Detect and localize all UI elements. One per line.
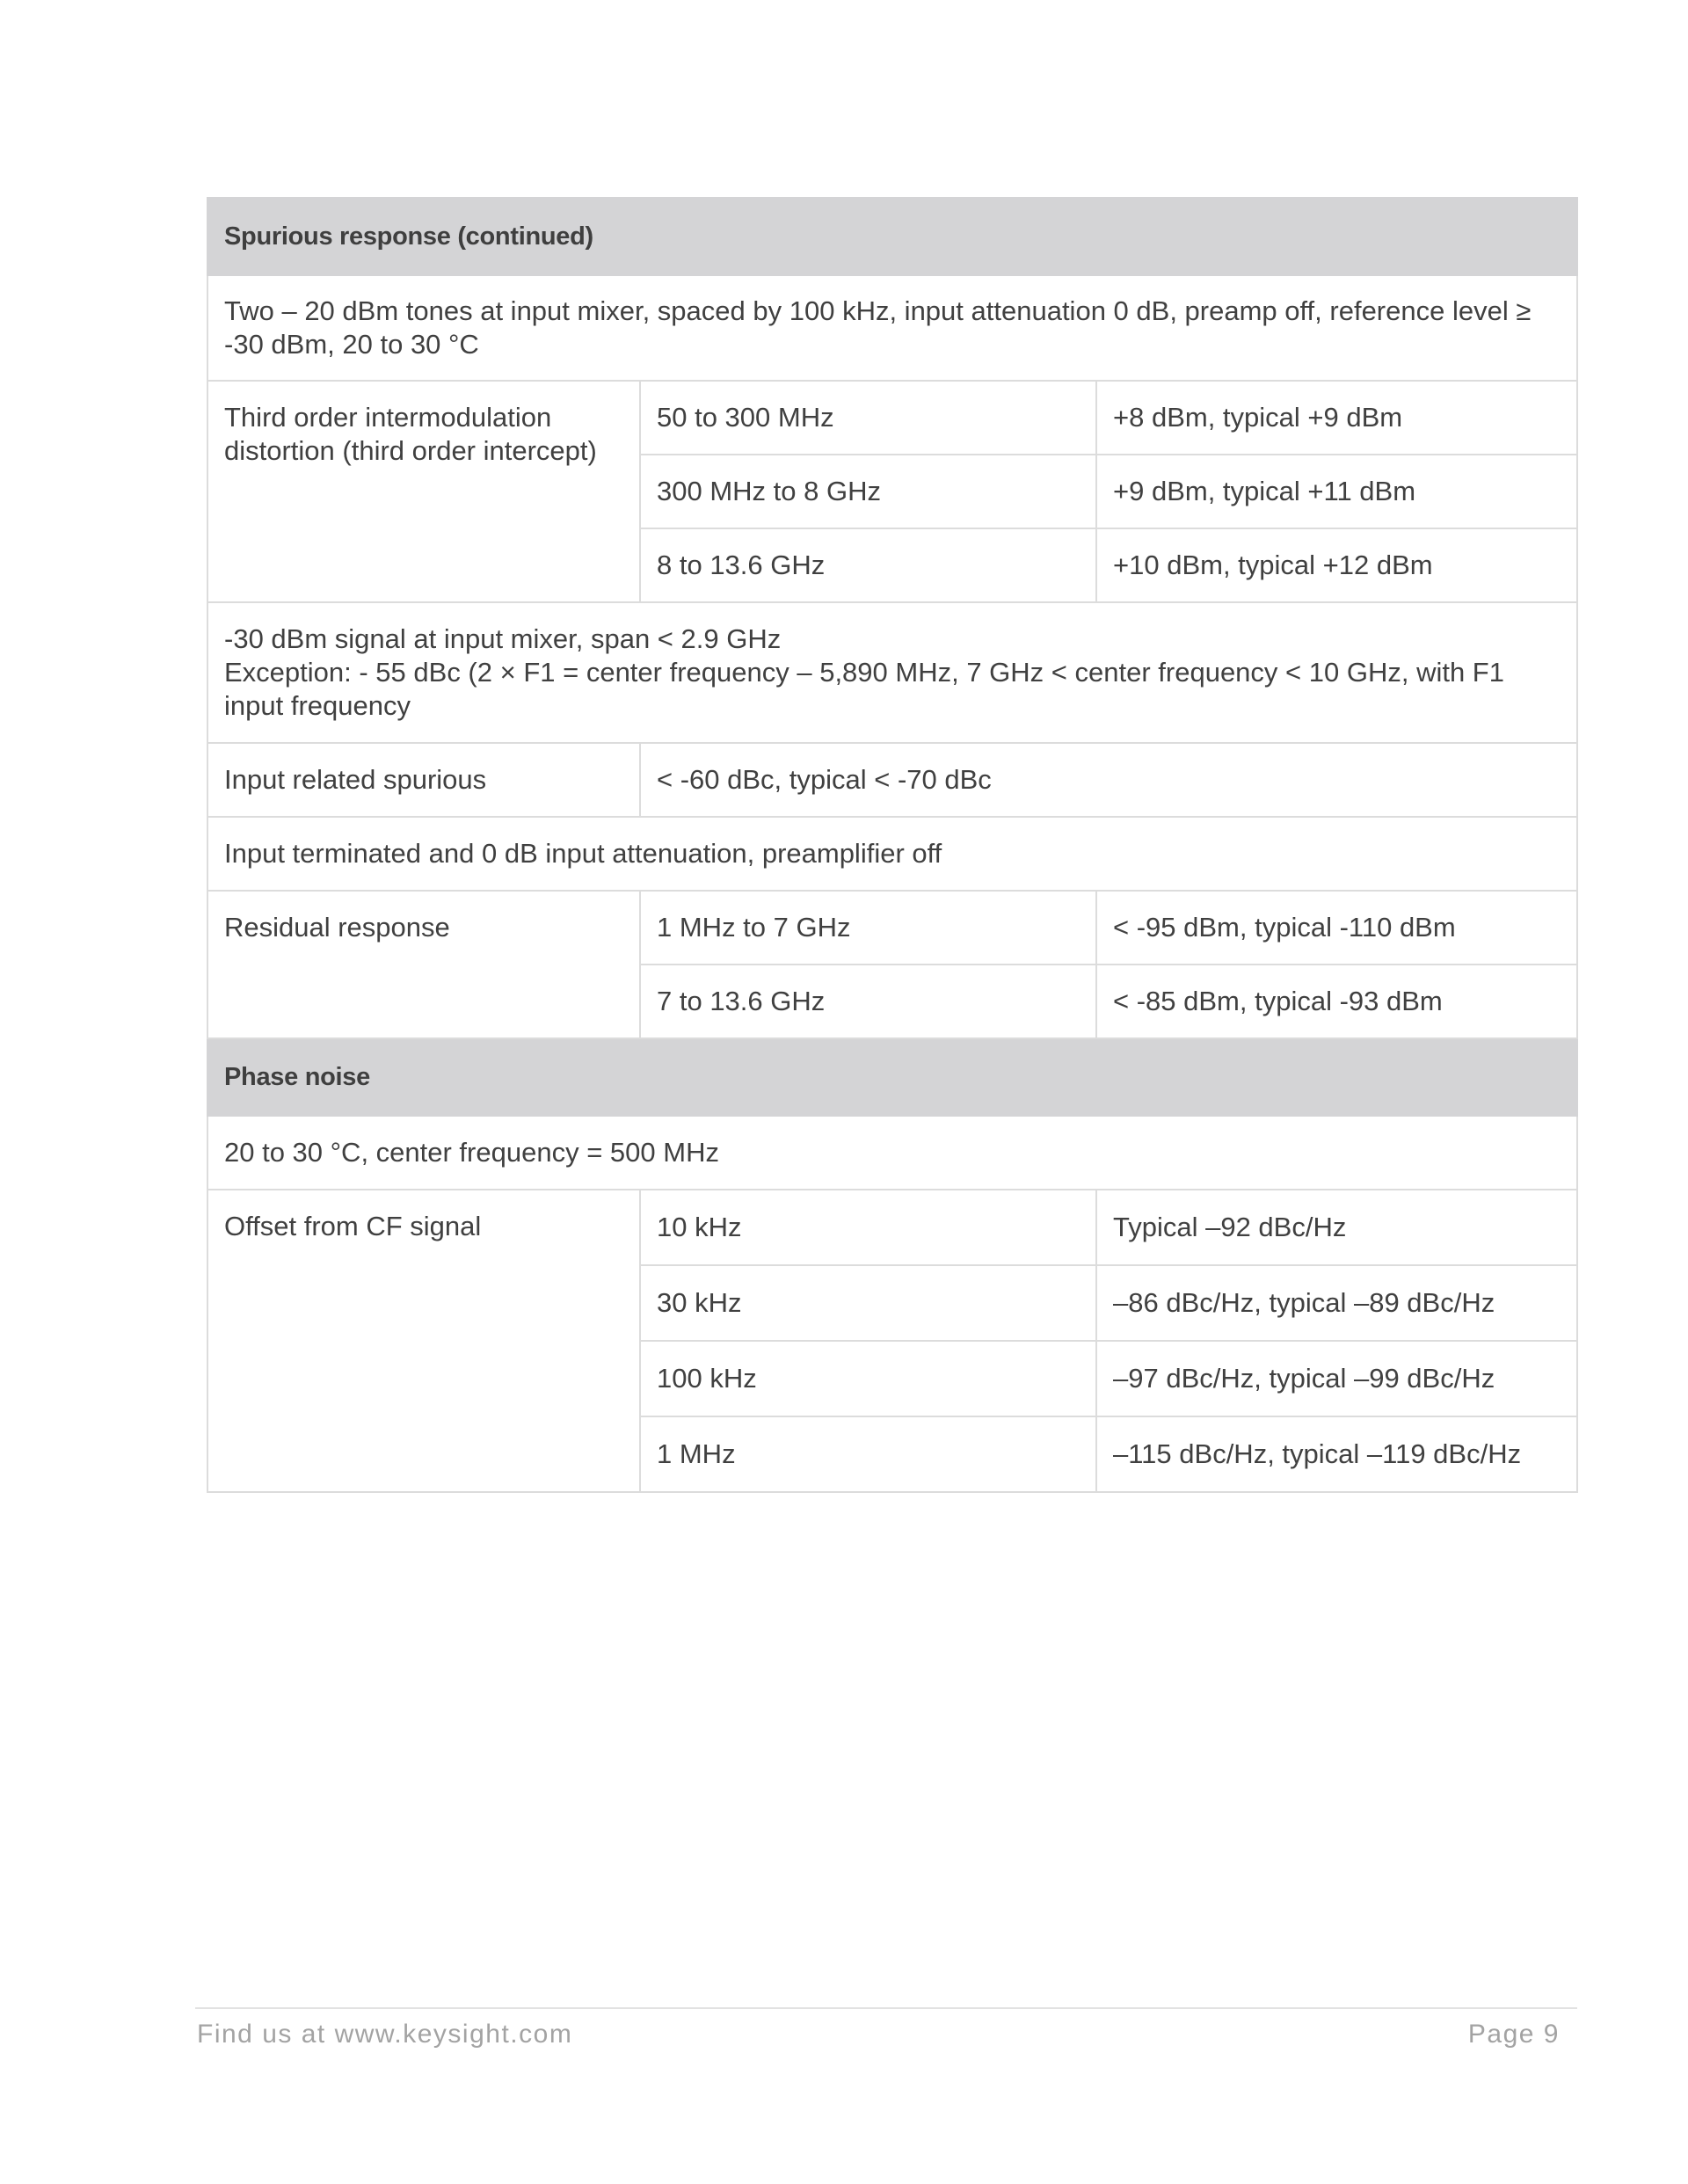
toi-range: 50 to 300 MHz xyxy=(640,381,1096,455)
residual-value: < -85 dBm, typical -93 dBm xyxy=(1096,965,1577,1038)
section-header-row xyxy=(207,1038,1577,1116)
toi-label: Third order intermodulation distortion (third order intercept) xyxy=(207,381,640,602)
residual-condition: Input terminated and 0 dB input attenuation, preamplifier off xyxy=(207,817,1577,891)
table-row xyxy=(207,1190,1577,1265)
toi-value: +10 dBm, typical +12 dBm xyxy=(1096,528,1577,602)
condition-row xyxy=(207,817,1577,891)
table-row xyxy=(207,891,1577,965)
residual-range: 1 MHz to 7 GHz xyxy=(640,891,1096,965)
input-spurious-label: Input related spurious xyxy=(207,743,640,817)
exception-line: Exception: - 55 dBc (2 × F1 = center frequency – 5,890 MHz, 7 GHz < center frequency < 10 GHz, with F1 input frequency xyxy=(224,657,1504,721)
footer-website[interactable]: Find us at www.keysight.com xyxy=(197,2020,573,2049)
input-spurious-value: < -60 dBc, typical < -70 dBc xyxy=(640,743,1577,817)
toi-value: +9 dBm, typical +11 dBm xyxy=(1096,455,1577,528)
phase-noise-value: –115 dBc/Hz, typical –119 dBc/Hz xyxy=(1096,1416,1577,1492)
footer-divider xyxy=(195,2007,1577,2009)
spec-table xyxy=(207,197,1578,1493)
section-title-phase-noise: Phase noise xyxy=(207,1038,1577,1116)
input-spurious-condition xyxy=(207,602,1577,743)
section-header-row xyxy=(207,198,1577,275)
table-row xyxy=(207,743,1577,817)
page-number: Page 9 xyxy=(1467,2020,1560,2049)
toi-range: 8 to 13.6 GHz xyxy=(640,528,1096,602)
residual-label: Residual response xyxy=(207,891,640,1038)
condition-row xyxy=(207,275,1577,381)
phase-noise-offset: 1 MHz xyxy=(640,1416,1096,1492)
phase-noise-value: Typical –92 dBc/Hz xyxy=(1096,1190,1577,1265)
condition-line: -30 dBm signal at input mixer, span < 2.9 GHz xyxy=(224,623,782,654)
toi-value: +8 dBm, typical +9 dBm xyxy=(1096,381,1577,455)
phase-noise-label: Offset from CF signal xyxy=(207,1190,640,1492)
phase-noise-offset: 100 kHz xyxy=(640,1341,1096,1416)
condition-row xyxy=(207,1116,1577,1190)
condition-row xyxy=(207,602,1577,743)
section-title-spurious: Spurious response (continued) xyxy=(207,198,1577,275)
phase-noise-condition: 20 to 30 °C, center frequency = 500 MHz xyxy=(207,1116,1577,1190)
residual-value: < -95 dBm, typical -110 dBm xyxy=(1096,891,1577,965)
phase-noise-value: –97 dBc/Hz, typical –99 dBc/Hz xyxy=(1096,1341,1577,1416)
table-row xyxy=(207,381,1577,455)
phase-noise-value: –86 dBc/Hz, typical –89 dBc/Hz xyxy=(1096,1265,1577,1341)
toi-range: 300 MHz to 8 GHz xyxy=(640,455,1096,528)
phase-noise-offset: 30 kHz xyxy=(640,1265,1096,1341)
phase-noise-offset: 10 kHz xyxy=(640,1190,1096,1265)
residual-range: 7 to 13.6 GHz xyxy=(640,965,1096,1038)
toi-condition: Two – 20 dBm tones at input mixer, spaced by 100 kHz, input attenuation 0 dB, preamp off, reference level ≥ -30 dBm, 20 to 30 °C xyxy=(207,275,1577,381)
